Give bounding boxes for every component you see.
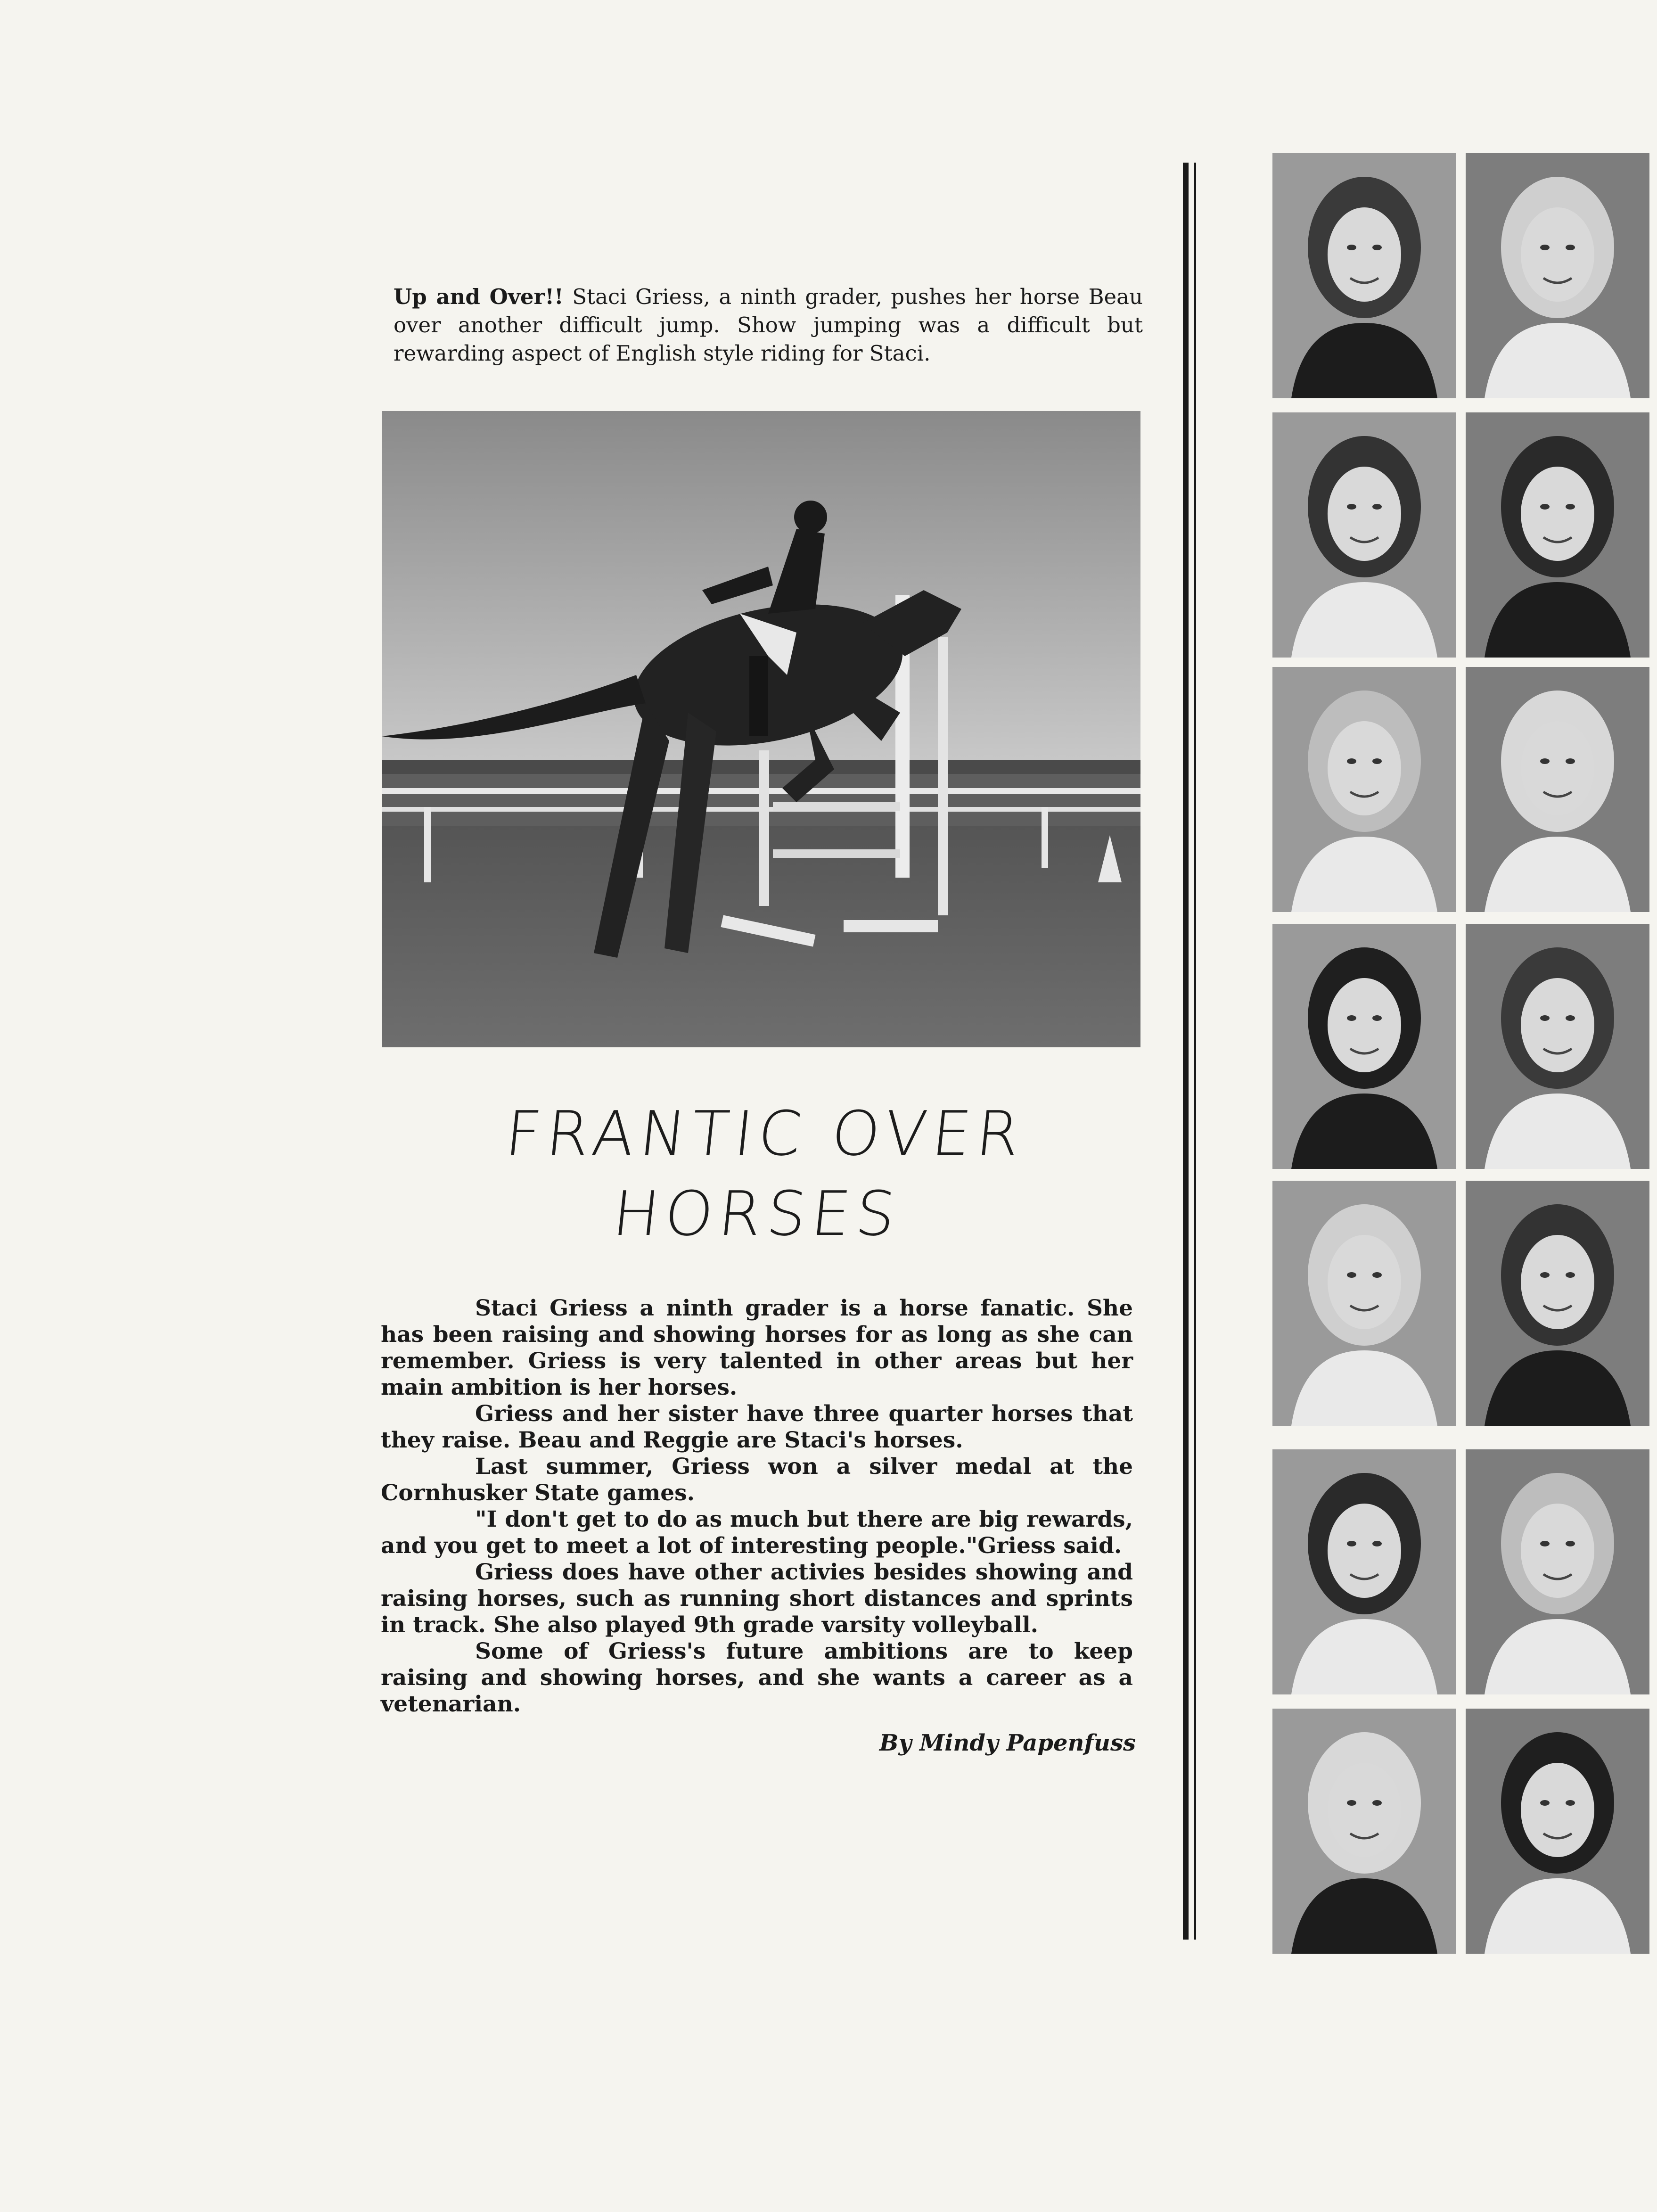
student-portrait bbox=[1466, 1449, 1649, 1694]
column-divider-thin bbox=[1194, 163, 1196, 1940]
student-portrait bbox=[1272, 924, 1456, 1169]
student-portrait bbox=[1466, 153, 1649, 398]
student-portrait bbox=[1272, 153, 1456, 398]
student-portrait bbox=[1272, 667, 1456, 912]
student-portrait bbox=[1272, 1709, 1456, 1954]
headline-line-1: FRANTIC OVER bbox=[502, 1098, 1029, 1169]
headline-line-2: HORSES bbox=[609, 1178, 904, 1250]
article-paragraph: Staci Griess a ninth grader is a horse fanatic. She has been raising and showing horses for as long as she can remember. Griess is very talented in other areas but her main ambition is her horses. bbox=[381, 1295, 1133, 1400]
student-portrait bbox=[1466, 1181, 1649, 1426]
article-paragraph: Griess does have other activies besides showing and raising horses, such as running short distances and sprints in track. She also played 9th grade varsity volleyball. bbox=[381, 1559, 1133, 1638]
article-paragraph: Some of Griess's future ambitions are to keep raising and showing horses, and she wants a career as a vetenarian. bbox=[381, 1638, 1133, 1717]
article-headline bbox=[373, 1094, 1149, 1254]
student-portrait bbox=[1466, 412, 1649, 658]
article-paragraph: "I don't get to do as much but there are big rewards, and you get to meet a lot of interesting people."Griess said. bbox=[381, 1506, 1133, 1559]
caption-lead: Up and Over!! bbox=[394, 284, 564, 309]
article-body bbox=[381, 1295, 1133, 1718]
horse-jumping-photo bbox=[382, 411, 1140, 1047]
article-byline: By Mindy Papenfuss bbox=[879, 1730, 1136, 1756]
student-portrait bbox=[1466, 1709, 1649, 1954]
student-portrait bbox=[1272, 412, 1456, 658]
student-portrait bbox=[1272, 1181, 1456, 1426]
column-divider-thick bbox=[1183, 163, 1189, 1940]
student-portrait bbox=[1466, 667, 1649, 912]
caption-text: Staci Griess, a ninth grader, pushes her horse Beau over another difficult jump. Show jumping was a difficult but rewarding aspect of English style riding for Staci. bbox=[394, 284, 1143, 366]
article-paragraph: Griess and her sister have three quarter horses that they raise. Beau and Reggie are Staci's horses. bbox=[381, 1401, 1133, 1453]
student-portrait bbox=[1466, 924, 1649, 1169]
student-portrait bbox=[1272, 1449, 1456, 1694]
article-paragraph: Last summer, Griess won a silver medal at the Cornhusker State games. bbox=[381, 1454, 1133, 1506]
photo-caption bbox=[394, 283, 1143, 368]
